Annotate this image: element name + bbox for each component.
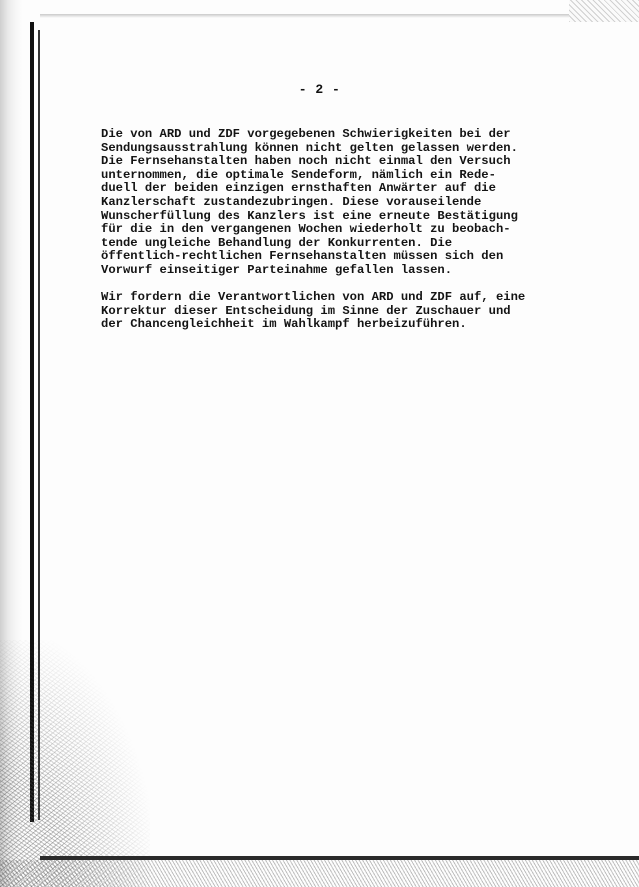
- text-line: duell der beiden einzigen ernsthaften Anwärter auf die: [101, 181, 496, 196]
- text-line: Wunscherfüllung des Kanzlers ist eine erneute Bestätigung: [101, 208, 518, 223]
- text-line: Kanzlerschaft zustandezubringen. Diese vorauseilende: [101, 194, 482, 209]
- text-line: Korrektur dieser Entscheidung im Sinne der Zuschauer und: [101, 303, 511, 318]
- paragraph-1: [101, 128, 541, 278]
- text-line: Sendungsausstrahlung können nicht gelten gelassen werden.: [101, 140, 518, 155]
- paragraph-2: [101, 291, 541, 332]
- text-line: Wir fordern die Verantwortlichen von ARD und ZDF auf, eine: [101, 290, 526, 305]
- text-line: unternommen, die optimale Sendeform, nämlich ein Rede-: [101, 167, 496, 182]
- text-line: Vorwurf einseitiger Parteinahme gefallen lassen.: [101, 262, 453, 277]
- scan-top-edge: [40, 14, 639, 18]
- scan-bottom-left-noise: [0, 640, 150, 887]
- text-line: Die von ARD und ZDF vorgegebenen Schwierigkeiten bei der: [101, 127, 511, 141]
- text-line: Die Fernsehanstalten haben noch nicht einmal den Versuch: [101, 154, 511, 169]
- page-number: - 2 -: [298, 82, 341, 97]
- scan-top-right-noise: [569, 0, 639, 22]
- text-line: für die in den vergangenen Wochen wiederholt zu beobach-: [101, 222, 511, 237]
- document-body: [101, 128, 541, 346]
- text-line: öffentlich-rechtlichen Fernsehanstalten müssen sich den: [101, 249, 504, 264]
- text-line: tende ungleiche Behandlung der Konkurrenten. Die: [101, 235, 453, 250]
- scan-bottom-strip: [0, 860, 639, 887]
- text-line: der Chancengleichheit im Wahlkampf herbeizuführen.: [101, 317, 467, 332]
